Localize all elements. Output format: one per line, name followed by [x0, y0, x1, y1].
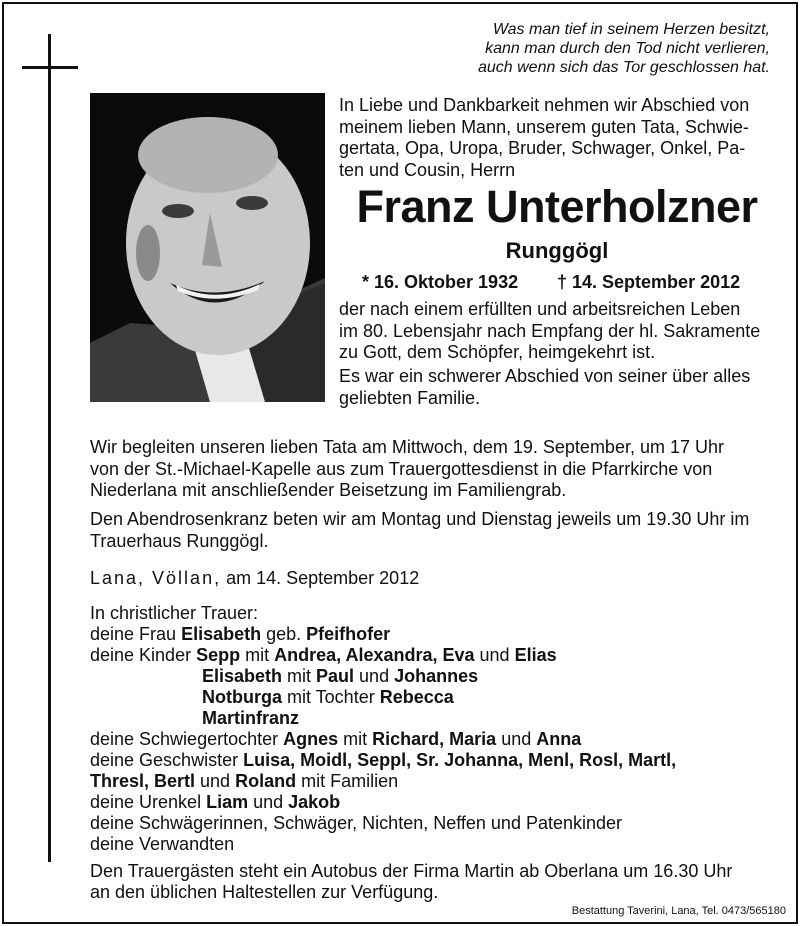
mourner-siblings: deine Geschwister Luisa, Moidl, Seppl, Sr. Johanna, Menl, Rosl, Martl,: [90, 750, 677, 770]
life-paragraph: der nach einem erfüllten und arbeitsreichen Leben im 80. Lebensjahr nach Empfang der hl. Sakramente zu Gott, dem Schöpfer, heimgekehrt ist.: [339, 299, 761, 362]
mourner-siblings-cont: Thresl, Bertl und Roland mit Familien: [90, 771, 399, 791]
motto-line: Was man tief in seinem Herzen besitzt,: [492, 21, 770, 38]
motto-quote: [410, 20, 770, 77]
mourners-heading: In christlicher Trauer:: [90, 603, 259, 623]
cross-icon-bar: [22, 66, 78, 69]
cross-icon: [48, 34, 51, 862]
mourner-relatives: deine Verwandten: [90, 834, 235, 854]
place-date-line: [90, 567, 419, 589]
mourner-great-grandchildren: deine Urenkel Liam und Jakob: [90, 792, 341, 812]
mourners-list: [90, 603, 780, 855]
funeral-home-credit: Bestattung Taverini, Lana, Tel. 0473/565180: [571, 905, 786, 917]
mourner-children: deine Kinder Sepp mit Andrea, Alexandra, Eva und Elias: [90, 645, 557, 665]
funeral-paragraph: Wir begleiten unseren lieben Tata am Mittwoch, dem 19. September, um 17 Uhr von der St.-Michael-Kapelle aus zum Trauergottesdienst in die Pfarrkirche von Niederlana mit anschließender Beisetzung im Familiengrab.: [90, 437, 724, 500]
intro-text: In Liebe und Dankbarkeit nehmen wir Abschied von meinem lieben Mann, unserem guten Tata, Schwie- gertata, Opa, Uropa, Bruder, Schwager, Onkel, Pa- ten und Cousin, Herrn: [339, 95, 750, 180]
deceased-name: Franz Unterholzner: [356, 181, 758, 232]
mourner-daughter-in-law: deine Schwiegertochter Agnes mit Richard, Maria und Anna: [90, 729, 582, 749]
mourner-child: Elisabeth mit Paul und Johannes: [202, 666, 479, 686]
deceased-nickname: Runggögl: [505, 238, 609, 263]
mourner-child: Notburga mit Tochter Rebecca: [202, 687, 454, 707]
notice-date: am 14. September 2012: [221, 568, 420, 588]
mourner-child: Martinfranz: [202, 708, 300, 728]
motto-line: kann man durch den Tod nicht verlieren,: [485, 40, 770, 57]
mourner-wife: deine Frau Elisabeth geb. Pfeifhofer: [90, 624, 391, 644]
bus-notice: Den Trauergästen steht ein Autobus der Firma Martin ab Oberlana um 16.30 Uhr an den üblichen Haltestellen zur Verfügung.: [90, 861, 733, 902]
motto-line: auch wenn sich das Tor geschlossen hat.: [477, 59, 770, 76]
portrait-photo: [90, 93, 325, 402]
farewell-paragraph: Es war ein schwerer Abschied von seiner über alles geliebten Familie.: [339, 366, 751, 408]
rosary-paragraph: Den Abendrosenkranz beten wir am Montag und Dienstag jeweils um 19.30 Uhr im Trauerhaus Runggögl.: [90, 509, 750, 551]
death-date: † 14. September 2012: [557, 272, 741, 292]
portrait-image: [90, 93, 325, 402]
place-names: Lana, Völlan,: [90, 568, 222, 588]
birth-date: * 16. Oktober 1932: [362, 272, 519, 292]
mourner-in-laws: deine Schwägerinnen, Schwäger, Nichten, Neffen und Patenkinder: [90, 813, 623, 833]
